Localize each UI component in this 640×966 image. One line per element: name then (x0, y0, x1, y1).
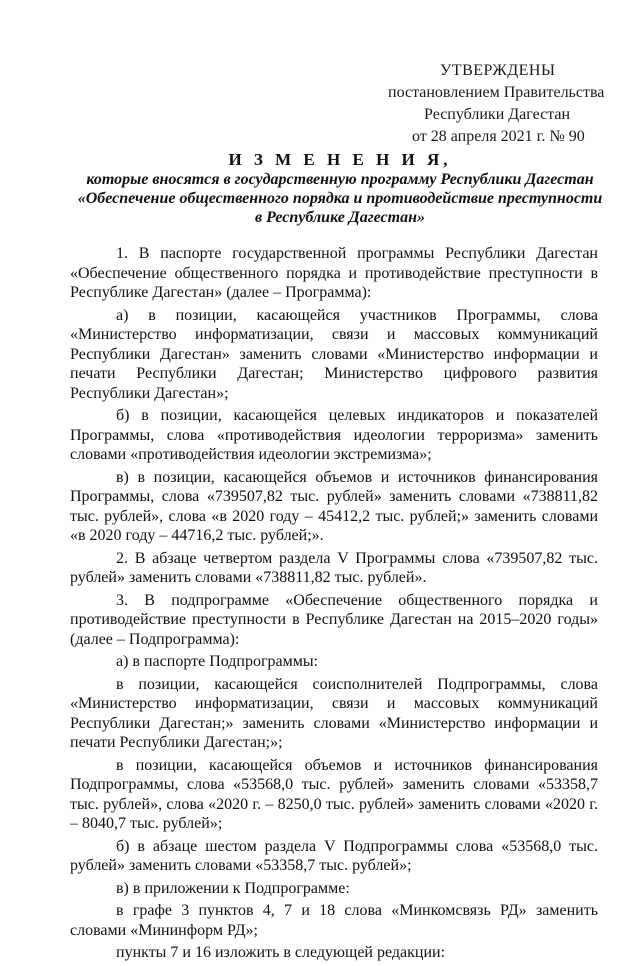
paragraph-1c: в) в позиции, касающейся объемов и источников финансирования Программы, слова «739507,82 тыс. рублей» заменить словами «738811,82 тыс. рублей», слова «в 2020 году – 45412,2 тыс. рублей;» заменить словами «в 2020 году – 44716,2 тыс. рублей;». (70, 468, 598, 544)
paragraph-3a-1: в позиции, касающейся соисполнителей Подпрограммы, слова «Министерство информатизации, связи и массовых коммуникаций Республики Дагестан;» заменить словами «Министерство информации и печати Республики Дагестан;»; (70, 675, 598, 751)
approval-republic-line: Республики Дагестан (424, 106, 571, 123)
paragraph-3a-2: в позиции, касающейся объемов и источников финансирования Подпрограммы, слова «53568,0 тыс. рублей» заменить словами «53358,7 тыс. рублей», слова «2020 г. – 8250,0 тыс. рублей» заменить словами «2020 г. – 8040,7 тыс. рублей»; (70, 756, 598, 832)
heading-line-3: в Республике Дагестан» (255, 209, 425, 226)
document-body (70, 244, 598, 966)
paragraph-3b: б) в абзаце шестом раздела V Подпрограммы слова «53568,0 тыс. рублей» заменить словами «53358,7 тыс. рублей»; (70, 837, 598, 874)
paragraph-3c-1: в графе 3 пунктов 4, 7 и 18 слова «Минкомсвязь РД» заменить словами «Мининформ РД»; (70, 902, 598, 939)
paragraph-3c-2: пункты 7 и 16 изложить в следующей редакции: (116, 944, 446, 961)
document-heading (60, 150, 620, 227)
approval-date-line: от 28 апреля 2021 г. № 90 (412, 128, 585, 145)
paragraph-3: 3. В подпрограмме «Обеспечение общественного порядка и противодействие преступности в Республике Дагестан на 2015–2020 годы» (далее – Подпрограмма): (70, 591, 598, 648)
paragraph-3a: а) в паспорте Подпрограммы: (116, 653, 319, 670)
approval-stamp (388, 60, 628, 148)
approval-decree-line: постановлением Правительства (388, 84, 605, 101)
paragraph-1a: а) в позиции, касающейся участников Программы, слова «Министерство информатизации, связи и массовых коммуникаций Республики Дагестан» заменить словами «Министерство информации и печати Республики Дагестан; Министерство цифрового развития Республики Дагестан»; (70, 306, 598, 402)
paragraph-3c: в) в приложении к Подпрограмме: (116, 879, 350, 897)
heading-line-2: «Обеспечение общественного порядка и противодействие преступности (77, 190, 603, 207)
heading-title: И З М Е Н Е Н И Я, (228, 150, 452, 169)
approval-title: УТВЕРЖДЕНЫ (440, 62, 556, 79)
heading-line-1: которые вносятся в государственную программу Республики Дагестан (86, 171, 594, 188)
paragraph-1: 1. В паспорте государственной программы Республики Дагестан «Обеспечение общественного порядка и противодействие преступности в Республике Дагестан» (далее – Программа): (70, 245, 598, 301)
paragraph-1b: б) в позиции, касающейся целевых индикаторов и показателей Программы, слова «противодействия идеологии терроризма» заменить словами «противодействия идеологии экстремизма»; (70, 407, 598, 463)
paragraph-2: 2. В абзаце четвертом раздела V Программы слова «739507,82 тыс. рублей» заменить словами «738811,82 тыс. рублей». (70, 549, 598, 586)
